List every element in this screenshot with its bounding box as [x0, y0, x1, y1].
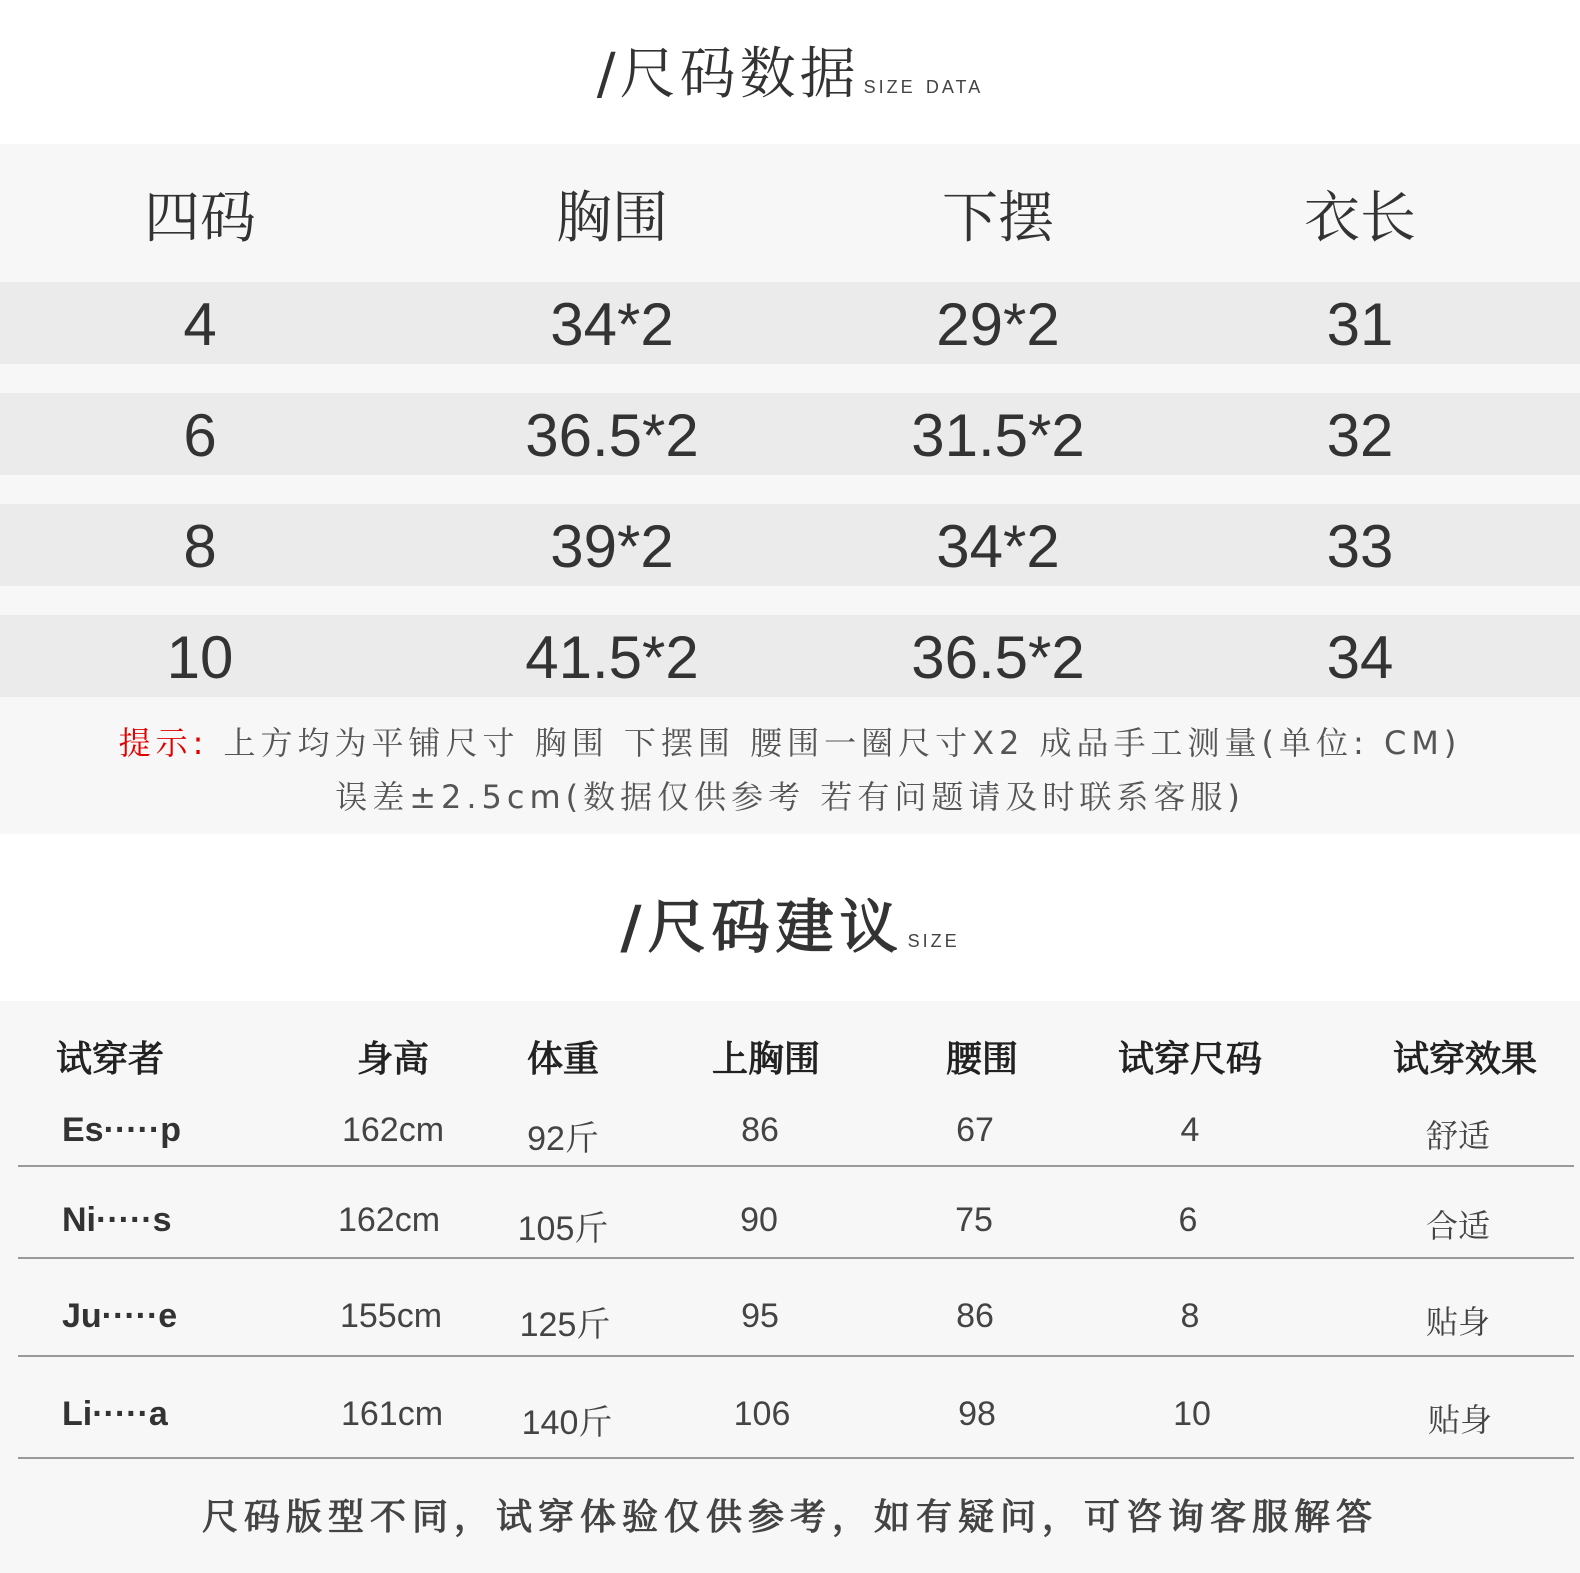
cell-chest: 41.5*2 [525, 624, 699, 691]
cell-length: 33 [1326, 513, 1394, 580]
cell-waist: 86 [956, 1297, 994, 1335]
cell-chest: 34*2 [550, 291, 674, 358]
header-tried-size: 试穿尺码 [1117, 1039, 1263, 1080]
cell-height: 162cm [341, 1111, 445, 1149]
cell-tried-size: 8 [1180, 1297, 1200, 1335]
cell-fit-effect: 贴身 [1425, 1303, 1491, 1341]
cell-tried-size: 4 [1180, 1111, 1200, 1149]
header-height: 身高 [356, 1039, 430, 1080]
cell-tester: Es·····p [62, 1111, 181, 1149]
cell-length: 34 [1326, 624, 1394, 691]
row-divider [18, 1457, 1574, 1459]
header-waist: 腰围 [945, 1039, 1019, 1080]
size-data-title [0, 30, 1580, 120]
cell-hem: 34*2 [936, 513, 1060, 580]
table-row [18, 1395, 1574, 1442]
cell-tried-size: 6 [1178, 1201, 1198, 1239]
size-data-title-main: /尺码数据 [596, 42, 860, 107]
cell-hem: 29*2 [936, 291, 1060, 358]
cell-upper-chest: 86 [741, 1111, 779, 1149]
header-hem: 下摆 [942, 186, 1054, 251]
size-suggestion-title-main: /尺码建议 [620, 893, 904, 961]
cell-height: 162cm [337, 1201, 441, 1239]
disclaimer-text: 尺码版型不同，试穿体验仅供参考，如有疑问，可咨询客服解答 [201, 1497, 1378, 1538]
cell-weight: 125斤 [519, 1306, 611, 1344]
size-data-header-row [0, 144, 1580, 284]
cell-size: 4 [183, 291, 217, 358]
cell-weight: 92斤 [527, 1120, 599, 1158]
row-divider [18, 1355, 1574, 1357]
header-weight: 体重 [526, 1039, 600, 1080]
header-upper-chest: 上胸围 [711, 1039, 821, 1080]
cell-fit-effect: 合适 [1425, 1207, 1491, 1245]
row-divider [18, 1165, 1574, 1167]
size-data-row [0, 282, 1580, 364]
cell-size: 10 [166, 624, 234, 691]
cell-upper-chest: 90 [740, 1201, 778, 1239]
cell-hem: 31.5*2 [911, 402, 1085, 469]
cell-height: 161cm [340, 1395, 444, 1433]
measurement-note-line1 [0, 718, 1580, 764]
size-data-title-sub: size data [863, 69, 984, 99]
cell-tester: Li·····a [62, 1395, 168, 1433]
measurement-note-line2 [0, 772, 1580, 818]
cell-weight: 105斤 [517, 1210, 609, 1248]
header-fit-effect: 试穿效果 [1392, 1039, 1538, 1080]
cell-tester: Ju·····e [62, 1297, 178, 1335]
note-text-1: 上方均为平铺尺寸 胸围 下摆围 腰围一圈尺寸X2 成品手工测量(单位: CM) [223, 724, 1462, 762]
size-data-row [0, 504, 1580, 586]
note-text-2: 误差±2.5cm(数据仅供参考 若有问题请及时联系客服) [335, 778, 1245, 816]
cell-upper-chest: 95 [741, 1297, 779, 1335]
cell-length: 32 [1326, 402, 1394, 469]
cell-waist: 67 [956, 1111, 994, 1149]
cell-tried-size: 10 [1173, 1395, 1211, 1433]
size-data-table [0, 144, 1580, 834]
table-row [18, 1111, 1574, 1158]
size-data-row [0, 615, 1580, 697]
cell-hem: 36.5*2 [911, 624, 1085, 691]
cell-waist: 98 [958, 1395, 996, 1433]
size-suggestion-title [0, 880, 1580, 970]
header-size: 四码 [144, 186, 256, 251]
header-chest: 胸围 [556, 186, 668, 251]
table-row [18, 1201, 1574, 1248]
cell-waist: 75 [955, 1201, 993, 1239]
cell-upper-chest: 106 [733, 1395, 791, 1433]
cell-size: 6 [183, 402, 217, 469]
size-data-row [0, 393, 1580, 475]
header-tester: 试穿者 [55, 1039, 165, 1080]
cell-height: 155cm [339, 1297, 443, 1335]
cell-chest: 36.5*2 [525, 402, 699, 469]
cell-length: 31 [1326, 291, 1394, 358]
hint-label: 提示: [118, 724, 209, 762]
header-length: 衣长 [1304, 186, 1416, 251]
cell-size: 8 [183, 513, 217, 580]
cell-fit-effect: 舒适 [1425, 1117, 1491, 1155]
size-suggestion-title-sub: size [907, 923, 960, 953]
table-row [18, 1297, 1574, 1344]
cell-chest: 39*2 [550, 513, 674, 580]
size-suggestion-table [0, 1001, 1580, 1573]
cell-weight: 140斤 [521, 1404, 613, 1442]
row-divider [18, 1257, 1574, 1259]
cell-tester: Ni·····s [62, 1201, 172, 1239]
cell-fit-effect: 贴身 [1427, 1401, 1493, 1439]
